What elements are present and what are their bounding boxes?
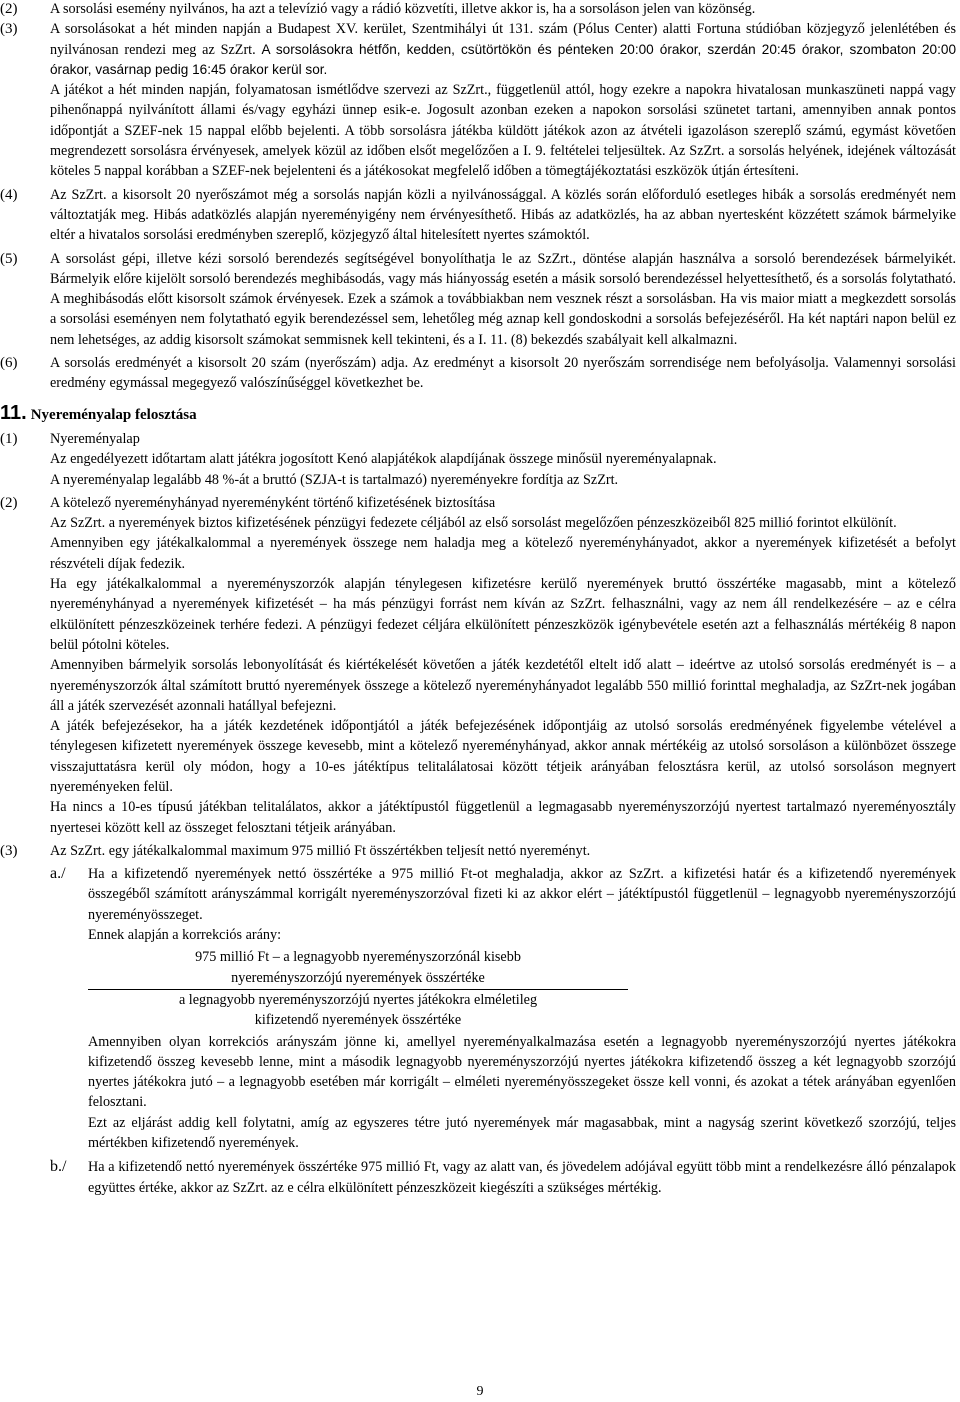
paragraph-text: A sorsolásokat a hét minden napján a Budapest XV. kerület, Szentmihályi út 131. szám (Pólus Center) alatti Fortuna stúdióban közjegyző jelenlétében és nyilvánosan rendezi meg az SzZrt.	[50, 21, 956, 58]
item-label: b./	[50, 1158, 67, 1176]
schedule-text: A sorsolásokra hétfőn, kedden, csütörtökön és pénteken 20:00 órakor, szerdán 20:45 órakor, szombaton 20:00 órakor, vasárnap pedig 16:45 órakor kerül sor.	[50, 41, 957, 77]
correction-ratio-fraction	[88, 947, 628, 1030]
paragraph-text: Amennyiben bármelyik sorsolás lebonyolítását és kiértékelését követően a játék kezdetétől eltelt idő alatt – ideértve az utolsó sorsolás eredményét is – a nyereményszorzók által számított bruttó nyeremények összege a kötelező nyereményhányadot legalább 550 millió forinttal meghaladja, az SzZrt-nek jogában áll a játék szervezését azonnali hatállyal befejezni.	[50, 657, 956, 714]
item-text: Ha a kifizetendő nettó nyeremények összértéke 975 millió Ft, vagy az alatt van, és jövedelem adójával együtt több mint a rendelkezésre álló pénzalapok együttes értéke, akkor az SzZrt. az e célra elkülönített pénzeszközeit kiegészíti a szükséges mértékig.	[88, 1159, 956, 1196]
paragraph-text: A sorsolás eredményét a kisorsolt 20 szám (nyerőszám) adja. Az eredményt a kisorsolt 20 nyerőszám sorrendisége nem befolyásolja. Valamennyi sorsolási eredmény egymással megegyező valószínűséggel következhet be.	[50, 355, 956, 392]
paragraph-number: (6)	[0, 355, 18, 372]
paragraph-text: A nyereményalap legalább 48 %-át a bruttó (SZJA-t is tartalmazó) nyereményekre fordítja az SzZrt.	[50, 471, 619, 488]
paragraph-text: Amennyiben egy játékalkalommal a nyeremények összege nem haladja meg a kötelező nyereményhányadot, akkor a nyeremények kifizetését a befolyt részvételi díjak fedezik.	[50, 535, 956, 572]
paragraph-text: Az engedélyezett időtartam alatt játékra jogosított Kenó alapjátékok alapdíjának összege minősül nyereményalapnak.	[50, 451, 717, 468]
item-text: Amennyiben olyan korrekciós arányszám jönne ki, amellyel nyereményalkalmazása esetén a legnagyobb nyereményszorzójú nyertes játékokra kifizetendő összeg kevesebb lenne, mint a második legnagyobb nyereményszorzójú nyertes játékokra kifizetendő összeg a két legnagyobb szorzójú nyertes játékokra jutó – a legnagyobb esetében már korrigált – elméleti nyereményösszegeket össze kell vonni, és azokat a tétek arányában egyenlően felosztani.	[88, 1033, 956, 1111]
paragraph-text: Az SzZrt. a kisorsolt 20 nyerőszámot még a sorsolás napján közli a nyilvánossággal. A közlés során előforduló esetleges hibák a sorsolás eredményét nem változtatják meg. Hibás adatközlés alapján nyereményigény nem érvényesíthető. Hibás az adatközlés, ha az abban nyertesként közzétett számok bármelyike eltér a hivatalos sorsolási eredményben szereplő, közjegyző által hitelesített nyertes számoktól.	[50, 186, 956, 244]
section-title: Nyereményalap felosztása	[30, 406, 197, 423]
paragraph-text-continued: A játékot a hét minden napján, folyamatosan ismétlődve szervezi az SzZrt., függetlenül attól, hogy ezekre a napokra hivatalosan munkaszüneti nappá vagy pihenőnappá nyilvánított állami és/vagy egyházi ünnep esik-e. Jogosult azonban ezeken a napokon sorsolási szünetet tartani, amennyiben annak pontos időpontját a SZEF-nek 15 nappal előbb bejelenti. A több sorsolásra játékba küldött játékok azon az átvételi igazoláson szereplő számú, egymást követően megrendezett sorsolásra érvényesek, amelyek közül az időben elsőt megelőzően a I. 9. feltételei teljesültek. Az SzZrt. a sorsolás helyének, idejének változását köteles 5 nappal korábban a SZEF-nek bejelenteni és a játékosokat megfelelő időben a tömegtájékoztatási eszközök útján értesíteni.	[50, 82, 956, 180]
paragraph-number: (3)	[0, 21, 18, 38]
paragraph-number: (2)	[0, 1, 18, 17]
item-b	[0, 1157, 960, 1198]
ratio-intro: Ennek alapján a korrekciós arány:	[88, 927, 282, 944]
section-heading	[0, 403, 960, 425]
subsection-1	[0, 429, 960, 490]
item-text: Ha a kifizetendő nyeremények nettó összértéke a 975 millió Ft-ot meghaladja, akkor az SzZrt. a kifizetési határ és a kifizetendő nyeremények összegéből számított arányszámmal korrigált nyereményszorzóval fizeti ki az akkor elért – játéktípustól függetlenül – legnagyobb nyereményszorzójú nyereményösszeget.	[88, 866, 956, 923]
fraction-denominator-line-1: a legnagyobb nyereményszorzójú nyertes játékokra elméletileg	[178, 991, 538, 1008]
paragraph-3	[0, 19, 960, 181]
item-a	[0, 864, 960, 945]
paragraph-text: Ha egy játékalkalommal a nyereményszorzók alapján ténylegesen kifizetésre kerülő nyeremények bruttó összértéke magasabb, mint a kötelező nyereményhányad a nyeremények kifizetését – ha más pénzügyi forrást nem kíván az SzZrt. felhasználni, vagy az nem áll rendelkezésére – az e célra elkülönített pénzeszközeinek terhére fedezi. A pénzügyi fedezet céljára elkülönített pénzeszközök igénybevétele esetén azt a felhasználás mértékéig 8 napon belül pótolni köteles.	[50, 576, 956, 653]
paragraph-text: Ha nincs a 10-es típusú játékban telitalálatos, akkor a játéktípustól függetlenül a legmagasabb nyereményszorzójú nyertest tartalmazó nyereményosztály nyertesei között kell az összeget felosztani tétjeik arányában.	[50, 799, 956, 836]
subsection-3	[0, 841, 960, 861]
section-number: 11.	[0, 401, 27, 424]
paragraph-text: Az SzZrt. egy játékalkalommal maximum 975 millió Ft összértékben teljesít nettó nyereményt.	[50, 842, 591, 859]
subsection-2	[0, 493, 960, 838]
paragraph-6	[0, 353, 960, 394]
paragraph-number: (4)	[0, 186, 18, 203]
page-number: 9	[476, 1384, 484, 1399]
paragraph-text: Az SzZrt. a nyeremények biztos kifizetésének pénzügyi fedezete céljából az első sorsolást megelőzően pénzeszközeiből 825 millió forintot elkülönít.	[50, 515, 897, 532]
fraction-numerator-line-1: 975 millió Ft – a legnagyobb nyereményszorzónál kisebb	[195, 949, 521, 966]
paragraph-number: (5)	[0, 250, 18, 267]
paragraph-text: A sorsolási esemény nyilvános, ha azt a televízió vagy a rádió közvetíti, illetve akkor is, ha a sorsoláson jelen van közönség.	[50, 1, 756, 17]
item-a-continued	[0, 1032, 960, 1154]
paragraph-text: A játék befejezésekor, ha a játék kezdetének időpontjától a játék befejezésének időpontjáig az utolsó sorsolás eredményének figyelembe vételével a ténylegesen kifizetett nyeremények összege kevesebb, mint a kötelező nyereményhányad, akkor annak mértékéig az utolsó sorsoláson a különbözet összege visszajuttatásra kerül oly módon, hogy a 10-es játéktípus telitalálatosai között tétjeik arányában felosztásra kerül, az utolsó sorsoláson megnyert nyereményeken felül.	[50, 718, 956, 795]
fraction-numerator-line-2: nyereményszorzójú nyeremények összértéke	[231, 969, 485, 986]
paragraph-text: A sorsolást gépi, illetve kézi sorsoló berendezés segítségével bonyolíthatja le az SzZrt., döntése alapján használva a sorsoló berendezések bármelyikét. Bármelyik előre kijelölt sorsoló berendezés meghibásodás, vagy más hiányosság esetén a másik sorsoló berendezéssel helyettesíthető, és a sorsolás folytatható. A meghibásodás előtt kisorsolt számok érvényesek. Ezek a számok a továbbiakban nem vesznek részt a sorsolásban. Ha vis maior miatt a megkezdett sorsolás a sorsolási eseményen nem folytatható egyik berendezéssel sem, lehetőleg még aznap kell gondoskodni a sorsolás befejezéséről. Ha két naptári napon belül ez nem lehetséges, az addig kisorsolt számokat semmisnek kell tekinteni, és a I. 11. (8) bekezdés szabályait kell alkalmazni.	[50, 250, 956, 348]
paragraph-number: (1)	[0, 430, 18, 447]
fraction-denominator-line-2: kifizetendő nyeremények összértéke	[254, 1012, 462, 1029]
paragraph-number: (3)	[0, 842, 18, 859]
paragraph-2	[0, 0, 960, 19]
paragraph-5	[0, 249, 960, 350]
subsection-title: Nyereményalap	[50, 430, 140, 447]
item-text: Ezt az eljárást addig kell folytatni, amíg az egyszeres tétre jutó nyeremények már magasabbak, mint a nagyság szerint következő szorzójú, teljes mértékben kifizetendő nyeremények.	[88, 1114, 956, 1152]
subsection-title: A kötelező nyereményhányad nyereményként történő kifizetésének biztosítása	[50, 494, 496, 511]
paragraph-number: (2)	[0, 494, 18, 511]
paragraph-4	[0, 185, 960, 246]
item-label: a./	[50, 865, 66, 883]
